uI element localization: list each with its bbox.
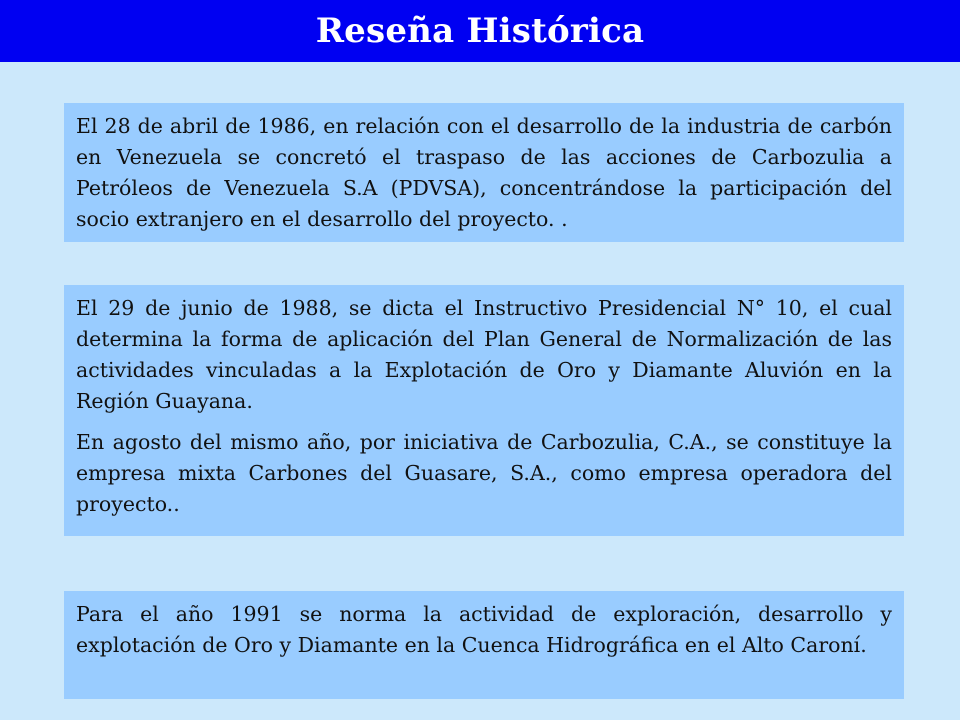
paragraph-1986: El 28 de abril de 1986, en relación con el desarrollo de la industria de carbón en Venezuela se concretó el traspaso de las acciones de Carbozulia a Petróleos de Venezuela S.A (PDVSA), concentrándose la participación del socio extranjero en el desarrollo del proyecto. . [76, 114, 892, 231]
text-card-1988 [64, 285, 904, 536]
paragraph-1988-decree: El 29 de junio de 1988, se dicta el Instructivo Presidencial N° 10, el cual determina la forma de aplicación del Plan General de Normalización de las actividades vinculadas a la Explotación de Oro y Diamante Aluvión en la Región Guayana. [76, 296, 892, 413]
title-bar [0, 0, 960, 62]
paragraph-1991: Para el año 1991 se norma la actividad de exploración, desarrollo y explotación de Oro y Diamante en la Cuenca Hidrográfica en el Alto Caroní. [76, 602, 892, 657]
page-title: Reseña Histórica [315, 11, 645, 51]
paragraph-1988-guasare: En agosto del mismo año, por iniciativa de Carbozulia, C.A., se constituye la empresa mixta Carbones del Guasare, S.A., como empresa operadora del proyecto.. [76, 430, 892, 516]
text-card-1986 [64, 103, 904, 242]
text-card-1991 [64, 591, 904, 699]
